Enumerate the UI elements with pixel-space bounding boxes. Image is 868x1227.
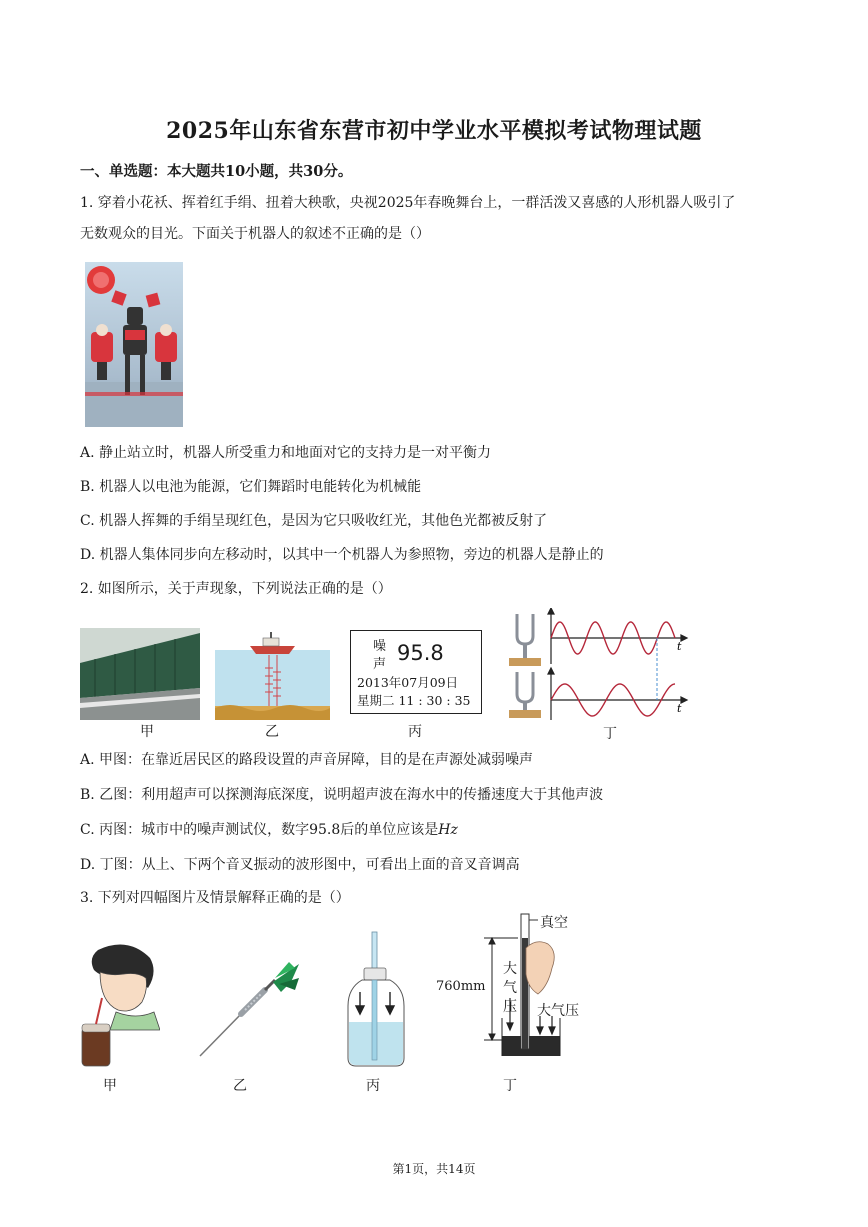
axis-label-bottom: t <box>677 702 682 715</box>
q3-caption-bing: 丙 <box>366 1078 380 1094</box>
q1-option-d: D. 机器人集体同步向左移动时，以其中一个机器人为参照物，旁边的机器人是静止的 <box>80 547 604 563</box>
label-vacuum: 真空 <box>540 915 568 931</box>
q2-noise-meter <box>350 630 482 714</box>
q2-option-b: B. 乙图：利用超声可以探测海底深度，说明超声波在海水中的传播速度大于其他声波 <box>80 787 604 803</box>
q1-option-a: A. 静止站立时，机器人所受重力和地面对它的支持力是一对平衡力 <box>80 445 492 461</box>
q3-caption-yi: 乙 <box>233 1078 247 1094</box>
q3-caption-ding: 丁 <box>503 1078 517 1094</box>
q2-stem: 2. 如图所示，关于声现象，下列说法正确的是（） <box>80 581 392 597</box>
q3-dart-image <box>195 960 305 1060</box>
page-title: 2025年山东省东营市初中学业水平模拟考试物理试题 <box>166 118 702 144</box>
q2-waveform-image <box>505 608 695 723</box>
label-760mm: 760mm <box>436 979 486 994</box>
q2-caption-bing: 丙 <box>408 724 422 740</box>
q1-robot-image <box>85 262 183 427</box>
noise-date: 2013年07月09日 <box>357 675 459 690</box>
noise-value: 95.8 <box>397 641 444 665</box>
tuning-fork-top-icon <box>509 614 541 666</box>
q3-bottle-image <box>340 930 412 1070</box>
q1-stem-line1: 1. 穿着小花袄、挥着红手绢、扭着大秧歌，央视2025年春晚舞台上，一群活泼又喜感的人形机器人吸引了 <box>80 195 736 211</box>
noise-time: 星期二 11 : 30 : 35 <box>357 693 471 708</box>
q1-option-c: C. 机器人挥舞的手绢呈现红色，是因为它只吸收红光，其他色光都被反射了 <box>80 513 548 529</box>
q2-sonar-image <box>215 628 330 720</box>
q3-stem: 3. 下列对四幅图片及情景解释正确的是（） <box>80 890 350 906</box>
label-atm-inside: 大气压 <box>503 961 517 1015</box>
label-atm-outside: 大气压 <box>537 1003 579 1019</box>
q2-caption-yi: 乙 <box>265 724 279 740</box>
noise-label-bottom: 声 <box>373 657 387 672</box>
q2-option-c: C. 丙图：城市中的噪声测试仪，数字95.8后的单位应该是Hz <box>80 822 458 838</box>
page-footer: 第1页，共14页 <box>392 1162 476 1176</box>
q1-stem-line2: 无数观众的目光。下面关于机器人的叙述不正确的是（） <box>80 226 430 242</box>
q2-caption-ding: 丁 <box>603 726 617 742</box>
q2-option-d: D. 丁图：从上、下两个音叉振动的波形图中，可看出上面的音叉音调高 <box>80 857 520 873</box>
tuning-fork-bottom-icon <box>509 672 541 718</box>
q2-option-a: A. 甲图：在靠近居民区的路段设置的声音屏障，目的是在声源处减弱噪声 <box>80 752 534 768</box>
q2-sound-barrier-image <box>80 628 200 720</box>
section-heading: 一、单选题：本大题共10小题，共30分。 <box>80 163 353 180</box>
noise-label-top: 噪 <box>373 639 387 654</box>
axis-label-top: t <box>677 640 682 653</box>
q1-option-b: B. 机器人以电池为能源，它们舞蹈时电能转化为机械能 <box>80 479 422 495</box>
q3-caption-jia: 甲 <box>103 1078 117 1094</box>
q2-caption-jia: 甲 <box>140 724 154 740</box>
q3-boy-drinking-image <box>78 940 160 1070</box>
